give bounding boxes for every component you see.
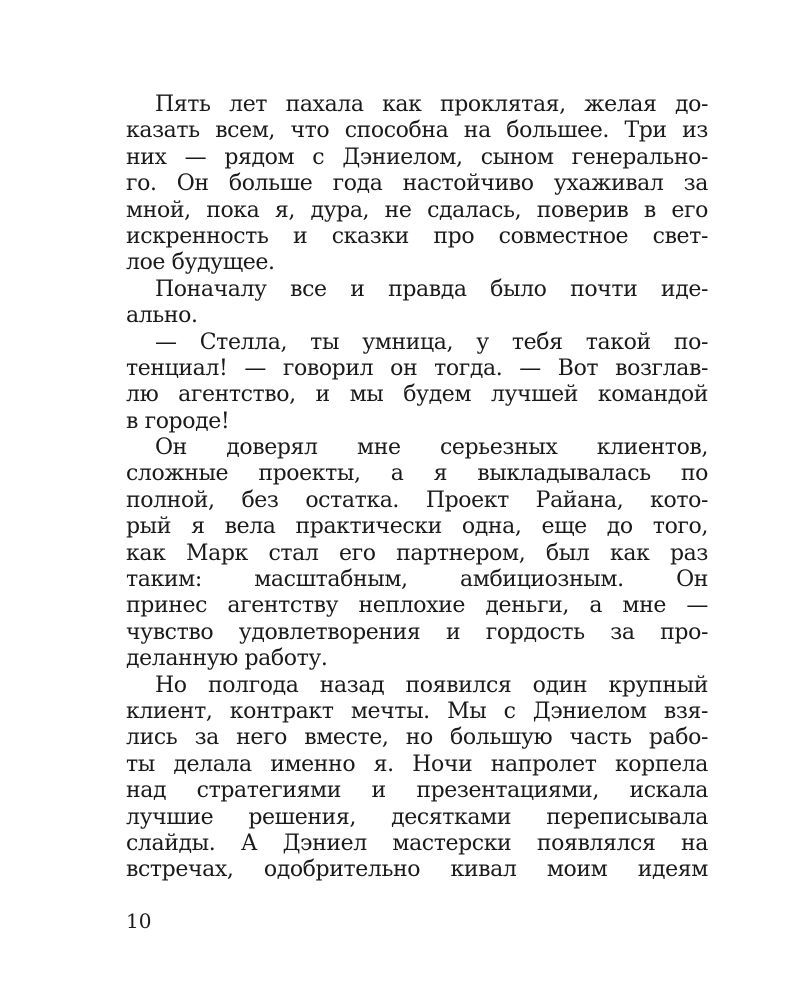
text-line: казать всем, что способна на большее. Три из <box>126 118 708 144</box>
text-line: тенциал! — говорил он тогда. — Вот возглав- <box>126 355 708 381</box>
text-line: сложные проекты, а я выкладывалась по <box>126 461 708 487</box>
text-line: в городе! <box>126 408 230 434</box>
text-line: рый я вела практически одна, еще до того, <box>126 514 708 540</box>
text-line: Он доверял мне серьезных клиентов, <box>155 435 708 461</box>
body-text <box>126 92 708 884</box>
text-line: принес агентству неплохие деньги, а мне — <box>126 593 708 619</box>
text-line: лись за него вместе, но большую часть рабо- <box>126 725 708 751</box>
text-line: — Стелла, ты умница, у тебя такой по- <box>155 329 708 355</box>
text-line: встречах, одобрительно кивал моим идеям <box>126 857 708 883</box>
text-line: над стратегиями и презентациями, искала <box>126 778 708 804</box>
text-line: лое будущее. <box>126 250 275 276</box>
text-line: мной, пока я, дура, не сдалась, поверив в его <box>126 197 708 223</box>
text-line: чувство удовлетворения и гордость за про- <box>126 619 708 645</box>
text-line: таким: масштабным, амбициозным. Он <box>126 567 708 593</box>
page-number: 10 <box>126 909 152 933</box>
text-line: деланную работу. <box>126 646 328 672</box>
text-line: ально. <box>126 303 198 329</box>
text-line: клиент, контракт мечты. Мы с Дэниелом взя- <box>126 698 708 724</box>
text-line: лучшие решения, десятками переписывала <box>126 804 708 830</box>
text-line: Пять лет пахала как проклятая, желая до- <box>155 92 708 117</box>
text-line: Поначалу все и правда было почти иде- <box>155 276 708 302</box>
text-line: лю агентство, и мы будем лучшей командой <box>126 382 708 408</box>
text-line: го. Он больше года настойчиво ухаживал за <box>126 171 708 197</box>
text-line: как Марк стал его партнером, был как раз <box>126 540 708 566</box>
text-line: ты делала именно я. Ночи напролет корпела <box>126 751 708 777</box>
text-line: слайды. А Дэниел мастерски появлялся на <box>126 830 708 856</box>
text-line: искренность и сказки про совместное свет- <box>126 223 708 249</box>
text-line: Но полгода назад появился один крупный <box>155 672 708 698</box>
text-line: полной, без остатка. Проект Райана, кото- <box>126 487 708 513</box>
text-line: них — рядом с Дэниелом, сыном генерально- <box>126 144 708 170</box>
